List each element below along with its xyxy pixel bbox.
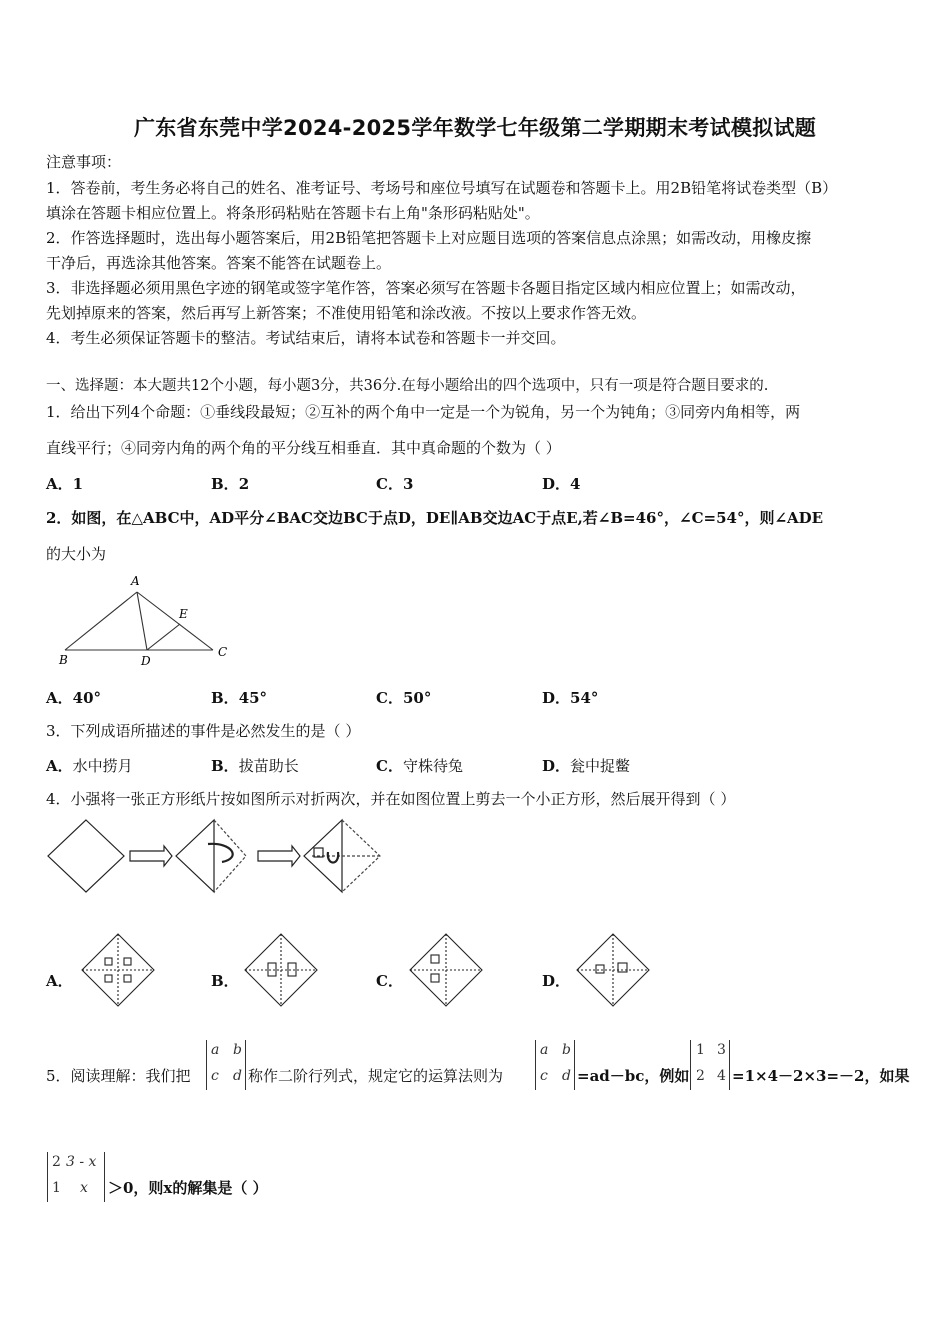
arrow-right-icon xyxy=(130,846,172,866)
fold-arrow-icon xyxy=(328,852,338,863)
determinant-abcd: a b c d xyxy=(535,1040,575,1090)
label-d: D xyxy=(141,654,151,668)
segment-ad xyxy=(137,592,147,650)
question-2-text: 2．如图，在△ABC中，AD平分∠BAC交边BC于点D，DE∥AB交边AC于点E,若∠B=46°，∠C=54°，则∠ADE xyxy=(46,509,824,527)
notice-line: 填涂在答题卡相应位置上。将条形码粘贴在答题卡右上角"条形码粘贴处"。 xyxy=(46,204,540,222)
q1-option-d[interactable]: D．4 xyxy=(542,475,581,493)
question-5-text: =ad－bc，例如 xyxy=(577,1067,690,1085)
q3-option-b[interactable]: B．拔苗助长 xyxy=(211,757,299,775)
q3-option-a[interactable]: A．水中捞月 xyxy=(46,757,133,775)
triangle-figure xyxy=(55,570,245,670)
q3-option-c[interactable]: C．守株待兔 xyxy=(376,757,463,775)
q4-option-c[interactable]: C． xyxy=(376,972,403,990)
notice-heading: 注意事项： xyxy=(46,153,122,171)
arrow-right-icon xyxy=(258,846,300,866)
question-5-text: 5．阅读理解：我们把 xyxy=(46,1067,191,1085)
fold-line xyxy=(214,820,246,892)
notice-line: 1．答卷前，考生务必将自己的姓名、准考证号、考场号和座位号填写在试题卷和答题卡上。用2B铅笔将试卷类型（B） xyxy=(46,179,838,197)
option-a-figure xyxy=(81,932,157,1008)
question-3-text: 3．下列成语所描述的事件是必然发生的是（ ） xyxy=(46,722,361,740)
square-paper xyxy=(48,820,124,892)
option-c-figure xyxy=(409,932,485,1008)
question-1-text: 1．给出下列4个命题：①垂线段最短；②互补的两个角中一定是一个为锐角，另一个为钝角；③同旁内角相等，两 xyxy=(46,403,801,421)
question-2-text: 的大小为 xyxy=(46,545,107,563)
question-5-text: 称作二阶行列式，规定它的运算法则为 xyxy=(248,1067,504,1085)
q4-option-a[interactable]: A． xyxy=(46,972,73,990)
q2-option-c[interactable]: C．50° xyxy=(376,689,432,707)
label-c: C xyxy=(218,645,228,659)
folded-half xyxy=(176,820,214,892)
question-5-text: =1×4－2×3=－2，如果 xyxy=(732,1067,910,1085)
q2-option-d[interactable]: D．54° xyxy=(542,689,599,707)
folding-figure xyxy=(46,818,386,898)
notice-line: 2．作答选择题时，选出每小题答案后，用2B铅笔把答题卡上对应题目选项的答案信息点涂黑；如需改动，用橡皮擦 xyxy=(46,229,812,247)
question-1-text: 直线平行；④同旁内角的两个角的平分线互相垂直．其中真命题的个数为（ ） xyxy=(46,439,561,457)
segment-de xyxy=(147,624,180,650)
q1-option-b[interactable]: B．2 xyxy=(211,475,250,493)
determinant-question: 2 3 - x 1 x xyxy=(47,1152,105,1202)
q2-option-a[interactable]: A．40° xyxy=(46,689,102,707)
determinant-abcd: a b c d xyxy=(206,1040,246,1090)
section-heading: 一、选择题：本大题共12个小题，每小题3分，共36分.在每小题给出的四个选项中，只有一项是符合题目要求的. xyxy=(46,378,769,394)
page-title: 广东省东莞中学2024-2025学年数学七年级第二学期期末考试模拟试题 xyxy=(133,116,817,140)
q4-option-d[interactable]: D． xyxy=(542,972,571,990)
segment-ab xyxy=(65,592,137,650)
label-e: E xyxy=(179,607,188,621)
option-b-figure xyxy=(244,932,320,1008)
label-b: B xyxy=(59,653,68,667)
question-4-text: 4．小强将一张正方形纸片按如图所示对折两次，并在如图位置上剪去一个小正方形，然后展开得到（ ） xyxy=(46,790,736,808)
fold-arrow-icon xyxy=(208,844,233,862)
segment-ac xyxy=(137,592,213,650)
label-a: A xyxy=(131,574,140,588)
question-5-text: ＞0，则x的解集是（ ） xyxy=(108,1179,268,1197)
notice-line: 干净后，再选涂其他答案。答案不能答在试题卷上。 xyxy=(46,254,392,272)
option-d-figure xyxy=(576,932,652,1008)
q1-option-a[interactable]: A．1 xyxy=(46,475,84,493)
q1-option-c[interactable]: C．3 xyxy=(376,475,414,493)
determinant-example: 1 3 2 4 xyxy=(690,1040,730,1090)
q2-option-b[interactable]: B．45° xyxy=(211,689,268,707)
q4-option-b[interactable]: B． xyxy=(211,972,239,990)
notice-line: 3．非选择题必须用黑色字迹的钢笔或签字笔作答，答案必须写在答题卡各题目指定区域内相应位置上；如需改动， xyxy=(46,279,806,297)
notice-line: 4．考生必须保证答题卡的整洁。考试结束后，请将本试卷和答题卡一并交回。 xyxy=(46,329,566,347)
notice-line: 先划掉原来的答案，然后再写上新答案；不准使用铅笔和涂改液。不按以上要求作答无效。 xyxy=(46,304,647,322)
q3-option-d[interactable]: D．瓮中捉鳖 xyxy=(542,757,631,775)
